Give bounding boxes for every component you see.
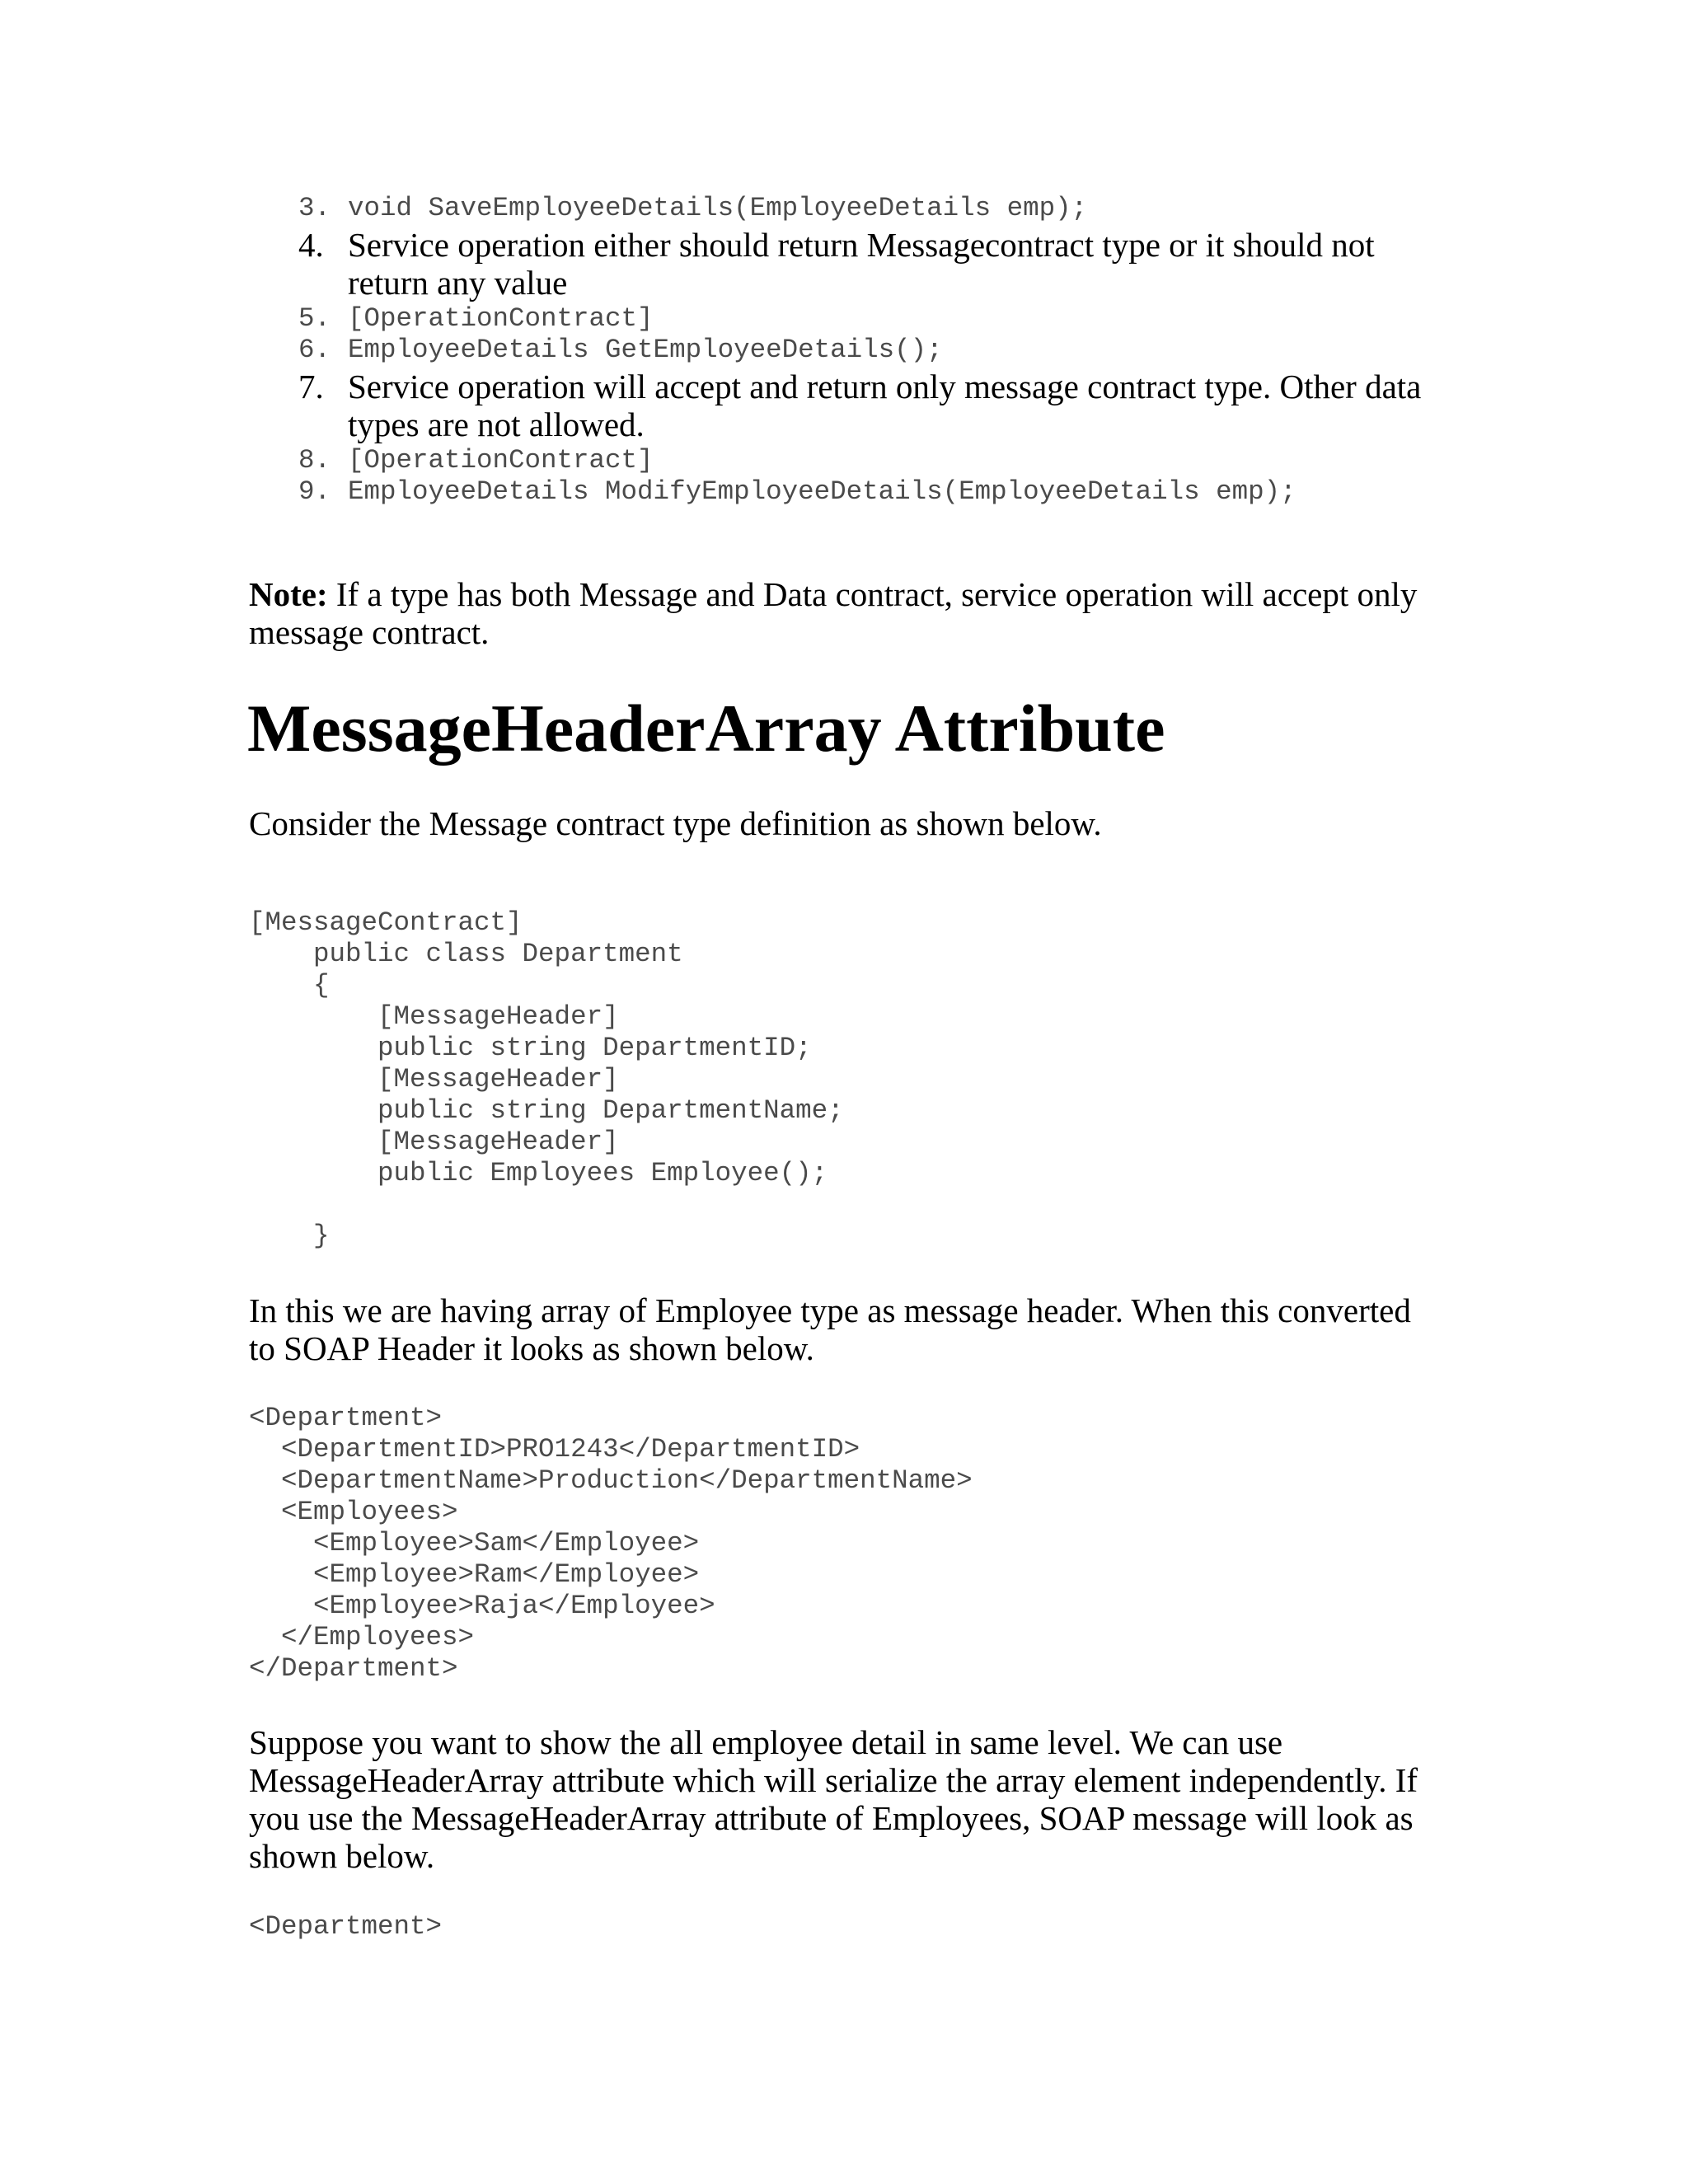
header-array-paragraph: Suppose you want to show the all employee detail in same level. We can use MessageHeaderArray attribute which will serialize the array element independently. If you use the MessageHeaderArray attribute of Employees, SOAP message will look as shown below. [249, 1723, 1418, 1875]
list-text: void SaveEmployeeDetails(EmployeeDetails emp); [348, 193, 1088, 223]
list-number: 4. [298, 226, 324, 264]
list-item [298, 335, 1436, 366]
code-line: <DepartmentID>PRO1243</DepartmentID> [249, 1434, 860, 1465]
soap-header-paragraph: In this we are having array of Employee type as message header. When this converted to SOAP Header it looks as shown below. [249, 1291, 1411, 1367]
list-item [298, 193, 1436, 224]
list-text: [OperationContract] [348, 445, 654, 476]
list-item [298, 445, 1436, 476]
list-number: 6. [298, 335, 331, 365]
code-line: <DepartmentName>Production</DepartmentName> [249, 1465, 973, 1496]
list-item [298, 368, 1436, 443]
code-line: [MessageHeader] [249, 1001, 619, 1032]
code-line: </Employees> [249, 1622, 475, 1652]
code-line [249, 1189, 844, 1221]
intro-paragraph: Consider the Message contract type definition as shown below. [249, 804, 1102, 842]
list-text: Service operation will accept and return only message contract type. Other data types are not allowed. [348, 368, 1422, 443]
note-paragraph [249, 575, 1436, 651]
code-line: public class Department [249, 939, 683, 969]
code-line: <Department> [249, 1911, 443, 1942]
code-line: [MessageHeader] [249, 1064, 619, 1094]
list-text: EmployeeDetails GetEmployeeDetails(); [348, 335, 943, 365]
code-block-header-array [249, 1911, 442, 1943]
code-line: } [249, 1221, 330, 1251]
code-line: [MessageContract] [249, 907, 523, 938]
code-block-message-contract [249, 907, 844, 1252]
section-heading: MessageHeaderArray Attribute [247, 691, 1165, 766]
list-number: 9. [298, 476, 331, 507]
list-number: 8. [298, 445, 331, 476]
code-line: [MessageHeader] [249, 1127, 619, 1157]
code-line: <Department> [249, 1403, 443, 1433]
numbered-list [298, 193, 1436, 508]
list-number: 7. [298, 368, 324, 405]
code-line: <Employee>Raja</Employee> [249, 1591, 715, 1621]
code-line: <Employee>Sam</Employee> [249, 1528, 700, 1558]
list-item [298, 476, 1436, 508]
list-text: EmployeeDetails ModifyEmployeeDetails(EmployeeDetails emp); [348, 476, 1296, 507]
note-text: If a type has both Message and Data contract, service operation will accept only message contract. [249, 575, 1418, 651]
code-line: { [249, 970, 330, 1001]
list-number: 3. [298, 193, 331, 223]
code-line: <Employee>Ram</Employee> [249, 1559, 700, 1590]
note-label: Note: [249, 575, 328, 613]
list-number: 5. [298, 303, 331, 334]
code-line: </Department> [249, 1653, 458, 1684]
list-text: [OperationContract] [348, 303, 654, 334]
code-line: <Employees> [249, 1497, 458, 1527]
list-item [298, 303, 1436, 335]
list-text: Service operation either should return Messagecontract type or it should not return any value [348, 226, 1375, 302]
code-block-soap-header [249, 1403, 973, 1685]
code-line: public Employees Employee(); [249, 1158, 828, 1188]
code-line: public string DepartmentName; [249, 1095, 844, 1126]
list-item [298, 226, 1436, 302]
code-line: public string DepartmentID; [249, 1033, 812, 1063]
